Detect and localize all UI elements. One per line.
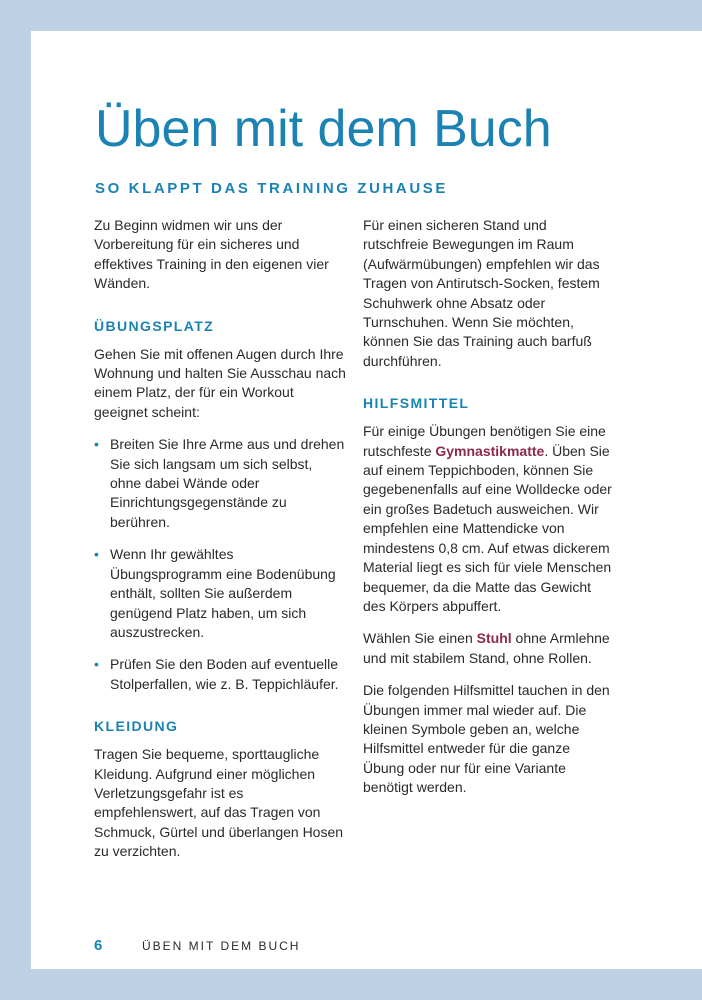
text-segment: Wählen Sie einen xyxy=(363,630,477,647)
running-title: ÜBEN MIT DEM BUCH xyxy=(142,939,301,953)
highlight-stuhl: Stuhl xyxy=(476,630,512,647)
section-heading-kleidung: KLEIDUNG xyxy=(94,718,179,735)
page-subtitle: SO KLAPPT DAS TRAINING ZUHAUSE xyxy=(95,180,449,197)
right-column xyxy=(363,216,615,811)
intro-paragraph: Zu Beginn widmen wir uns der Vorbereitung für ein sicheres und effektives Training in den eigenen vier Wänden. xyxy=(94,217,329,292)
bullet-text: Breiten Sie Ihre Arme aus und drehen Sie sich langsam um sich selbst, ohne dabei Wände oder Einrichtungsgegenstände zu berühren. xyxy=(110,436,345,530)
highlight-gymnastikmatte: Gymnastikmatte xyxy=(435,442,545,459)
bullet-dot-icon: • xyxy=(94,436,99,453)
uebungsplatz-paragraph: Gehen Sie mit offenen Augen durch Ihre Wohnung und halten Sie Ausschau nach einem Platz, der für ein Workout geeignet scheint: xyxy=(94,345,346,420)
hilfsmittel-paragraph-2 xyxy=(363,629,615,668)
page-footer xyxy=(94,937,300,954)
hilfsmittel-paragraph-3: Die folgenden Hilfsmittel tauchen in den Übungen immer mal wieder auf. Die kleinen Symbole geben an, welche Hilfsmittel entweder für die ganze Übung oder nur für eine Variante benötigt werden. xyxy=(363,682,610,796)
uebungsplatz-bullet-list xyxy=(94,435,346,694)
section-heading-uebungsplatz: ÜBUNGSPLATZ xyxy=(94,317,215,334)
page-number: 6 xyxy=(94,937,103,954)
page xyxy=(31,31,702,969)
page-title: Üben mit dem Buch xyxy=(95,100,552,158)
bullet-text: Wenn Ihr gewähltes Übungsprogramm eine Bodenübung enthält, sollten Sie außerdem genügend Platz haben, um sich auszustrecken. xyxy=(110,546,336,640)
list-item xyxy=(94,655,346,694)
bullet-text: Prüfen Sie den Boden auf eventuelle Stolperfallen, wie z. B. Teppichläufer. xyxy=(110,656,339,692)
hilfsmittel-paragraph-1 xyxy=(363,422,615,616)
text-segment: . Üben Sie auf einem Teppichboden, können Sie gegebenenfalls auf eine Wolldecke oder ein großes Badetuch ausweichen. Wir empfehlen eine Mattendicke von mindestens 0,8 cm. Auf etwas dickerem Material liegt es sich für viele Menschen bequemer, da die Matte das Gewicht des Körpers abpuffert. xyxy=(363,442,612,614)
list-item xyxy=(94,545,346,642)
bullet-dot-icon: • xyxy=(94,656,99,673)
left-column xyxy=(94,216,346,875)
text-segment: Für einige Übungen benötigen Sie eine rutschfeste xyxy=(363,423,606,459)
section-heading-hilfsmittel: HILFSMITTEL xyxy=(363,395,470,412)
list-item xyxy=(94,435,346,532)
stand-paragraph: Für einen sicheren Stand und rutschfreie Bewegungen im Raum (Aufwärmübungen) empfehlen wir das Tragen von Antirutsch-Socken, festem Schuhwerk ohne Absatz oder Turnschuhen. Wenn Sie möchten, können Sie das Training auch barfuß durchführen. xyxy=(363,217,600,369)
text-segment: ohne Armlehne und mit stabilem Stand, ohne Rollen. xyxy=(363,630,610,666)
kleidung-paragraph: Tragen Sie bequeme, sporttaugliche Kleidung. Aufgrund einer möglichen Verletzungsgefahr ist es empfehlenswert, auf das Tragen von Schmuck, Gürtel und überlangen Hosen zu verzichten. xyxy=(94,746,344,860)
bullet-dot-icon: • xyxy=(94,546,99,563)
